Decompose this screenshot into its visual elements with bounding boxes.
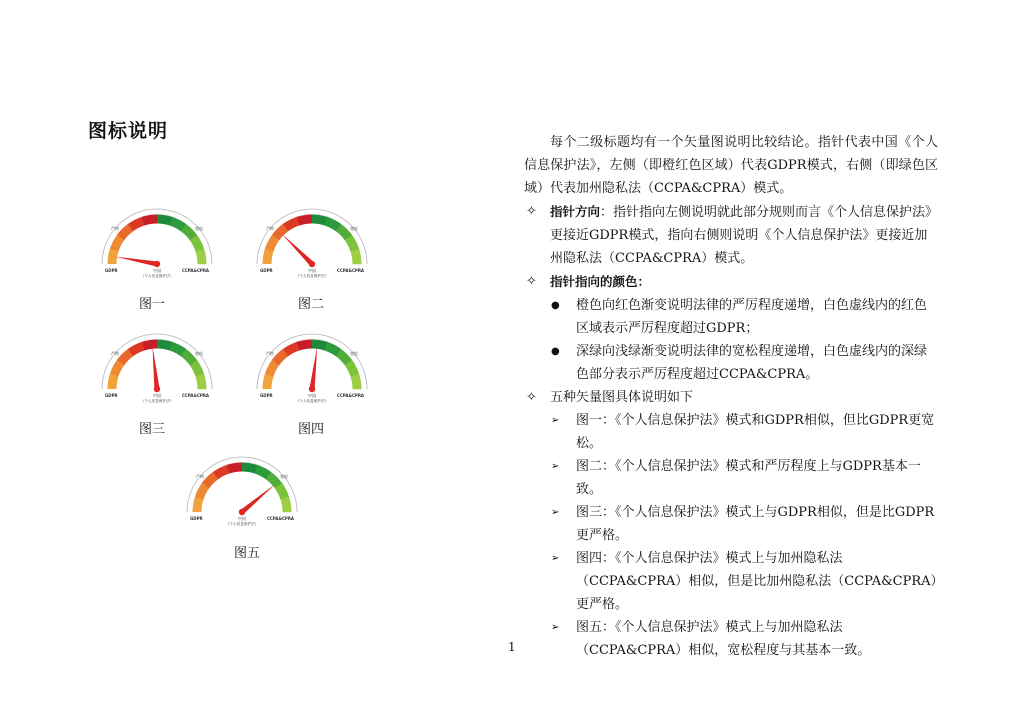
diamond-marker-icon: ✧	[526, 274, 537, 289]
color-label: 指针指向的颜色	[550, 274, 638, 289]
color-subitem-text: 橙色向红色渐变说明法律的严厉程度递增，白色虚线内的红色区域表示严厉程度超过GDPR；	[576, 298, 928, 336]
caption-figure-4: 图四	[297, 422, 324, 437]
caption-figure-3: 图三	[138, 422, 165, 437]
gauge-label-gdpr: GDPR	[190, 516, 203, 521]
direction-label: 指针方向	[550, 204, 601, 219]
gauge-color-segment	[278, 486, 284, 499]
gauge-label-china: 中国	[153, 393, 161, 398]
gauge-color-segment	[143, 344, 157, 346]
bullet-marker-icon: ●	[551, 346, 560, 357]
gauge-figure-5	[180, 448, 304, 528]
figure-desc-5	[524, 616, 938, 662]
gauge-label-pipl: 《个人信息保护法》	[225, 522, 259, 526]
gauge-needle	[282, 234, 314, 266]
gauge-color-segment	[183, 228, 193, 238]
gauge-color-segment	[193, 363, 199, 376]
gauge-color-segment	[286, 221, 299, 227]
gauge-color-segment	[114, 237, 121, 250]
gauge-color-segment	[193, 238, 199, 251]
color-subitem-text: 深绿向浅绿渐变说明法律的宽松程度递增，白色虚线内的深绿色部分表示严厉程度超过CCPA&CPRA。	[576, 344, 928, 382]
gauge-label-ccpa: CCPA&CPRA	[336, 268, 364, 273]
gauge-color-segment	[267, 250, 269, 264]
gauge-color-segment	[276, 352, 286, 362]
gauge-color-segment	[355, 375, 357, 389]
figure-desc-4	[524, 547, 938, 616]
gauge-needle	[115, 257, 158, 267]
color-colon: ：	[637, 274, 651, 289]
gauge-svg	[250, 200, 374, 280]
gauge-zone-label-lenient: 宽松	[349, 226, 358, 232]
figure-desc-3	[524, 501, 938, 547]
gauge-color-segment	[183, 353, 193, 363]
gauge-zone-label-strict: 严格	[266, 351, 275, 357]
five-figures-label: 五种矢量图具体说明如下	[550, 390, 694, 405]
gauge-color-segment	[199, 485, 206, 498]
explanation-body	[524, 131, 938, 662]
gauge-figure-4	[250, 325, 374, 405]
figure-desc-text: 图三：《个人信息保护法》模式上与GDPR相似，但是比GDPR更严格。	[576, 505, 935, 543]
figure-desc-1	[524, 409, 938, 455]
gauge-color-segment	[267, 375, 269, 389]
gauge-needle-hub	[239, 509, 245, 515]
gauge-color-segment	[326, 346, 339, 353]
gauge-figure-3	[95, 325, 219, 405]
page-number: 1	[508, 640, 516, 654]
gauge-zone-label-lenient: 宽松	[194, 226, 203, 232]
gauge-label-pipl: 《个人信息保护法》	[140, 274, 174, 278]
gauge-color-segment	[298, 219, 312, 221]
page-title: 图标说明	[88, 120, 169, 142]
arrow-marker-icon: ➢	[551, 415, 560, 426]
arrow-marker-icon: ➢	[551, 553, 560, 564]
figure-desc-text: 图一：《个人信息保护法》模式和GDPR相似，但比GDPR更宽松。	[576, 413, 935, 451]
gauge-color-segment	[338, 228, 348, 238]
gauge-needle	[309, 346, 317, 389]
gauge-svg	[250, 325, 374, 405]
figure-desc-2	[524, 455, 938, 501]
color-subitem-green	[524, 340, 938, 386]
gauge-color-segment	[171, 346, 184, 353]
gauge-color-segment	[312, 219, 326, 221]
figure-desc-text: 图五：《个人信息保护法》模式上与加州隐私法（CCPA&CPRA）相似，宽松程度与其基本一致。	[576, 620, 871, 658]
gauge-svg	[95, 200, 219, 280]
gauge-label-ccpa: CCPA&CPRA	[181, 268, 209, 273]
gauge-color-segment	[338, 353, 348, 363]
gauge-color-segment	[242, 467, 256, 469]
gauge-color-segment	[228, 467, 242, 469]
figure-desc-text: 图二：《个人信息保护法》模式和严厉程度上与GDPR基本一致。	[576, 459, 921, 497]
gauge-color-segment	[143, 219, 157, 221]
gauge-label-pipl: 《个人信息保护法》	[140, 399, 174, 403]
gauge-color-segment	[171, 221, 184, 228]
gauge-label-ccpa: CCPA&CPRA	[181, 393, 209, 398]
gauge-color-segment	[312, 344, 326, 346]
gauge-zone-label-lenient: 宽松	[279, 474, 288, 480]
gauge-zone-label-lenient: 宽松	[349, 351, 358, 357]
gauge-color-segment	[298, 344, 312, 346]
gauge-zone-label-lenient: 宽松	[194, 351, 203, 357]
gauge-figure-1	[95, 200, 219, 280]
gauge-color-segment	[131, 346, 144, 352]
gauge-color-segment	[121, 227, 131, 237]
color-subitem-orange	[524, 294, 938, 340]
gauge-svg	[95, 325, 219, 405]
arrow-marker-icon: ➢	[551, 507, 560, 518]
gauge-label-china: 中国	[308, 393, 316, 398]
gauge-needle	[153, 346, 160, 389]
gauge-color-segment	[285, 498, 287, 512]
gauge-label-pipl: 《个人信息保护法》	[295, 274, 329, 278]
gauge-needle-hub	[309, 261, 315, 267]
gauge-color-segment	[157, 344, 171, 346]
gauge-svg	[180, 448, 304, 528]
color-item	[524, 270, 938, 294]
gauge-label-pipl: 《个人信息保护法》	[295, 399, 329, 403]
gauge-color-segment	[256, 469, 269, 476]
gauge-color-segment	[206, 475, 216, 485]
gauge-color-segment	[114, 362, 121, 375]
intro-paragraph: 每个二级标题均有一个矢量图说明比较结论。指针代表中国《个人信息保护法》，左侧（即橙红色区域）代表GDPR模式，右侧（即绿色区域）代表加州隐私法（CCPA&CPRA）模式。	[524, 135, 938, 196]
gauge-label-china: 中国	[308, 268, 316, 273]
gauge-zone-label-strict: 严格	[266, 226, 275, 232]
gauge-color-segment	[216, 469, 229, 475]
gauge-needle-hub	[154, 386, 160, 392]
gauge-label-gdpr: GDPR	[260, 393, 273, 398]
gauge-color-segment	[269, 362, 276, 375]
arrow-marker-icon: ➢	[551, 622, 560, 633]
gauge-color-segment	[286, 346, 299, 352]
gauge-color-segment	[157, 219, 171, 221]
bullet-marker-icon: ●	[551, 300, 560, 311]
direction-text: ：指针指向左侧说明就此部分规则而言《个人信息保护法》更接近GDPR模式，指向右侧则说明《个人信息保护法》更接近加州隐私法（CCPA&CPRA）模式。	[550, 205, 932, 266]
gauge-color-segment	[197, 498, 199, 512]
gauge-color-segment	[348, 238, 354, 251]
gauge-color-segment	[269, 237, 276, 250]
arrow-marker-icon: ➢	[551, 461, 560, 472]
caption-figure-5: 图五	[233, 546, 260, 561]
gauge-label-china: 中国	[153, 268, 161, 273]
gauge-label-gdpr: GDPR	[105, 393, 118, 398]
gauge-label-gdpr: GDPR	[260, 268, 273, 273]
gauge-color-segment	[121, 352, 131, 362]
gauge-color-segment	[268, 476, 278, 486]
gauge-label-ccpa: CCPA&CPRA	[336, 393, 364, 398]
figure-desc-text: 图四：《个人信息保护法》模式上与加州隐私法（CCPA&CPRA）相似，但是比加州隐私法（CCPA&CPRA）更严格。	[576, 551, 938, 612]
gauge-color-segment	[355, 250, 357, 264]
gauge-needle-hub	[154, 261, 160, 267]
gauge-label-gdpr: GDPR	[105, 268, 118, 273]
gauge-label-china: 中国	[238, 516, 246, 521]
gauge-zone-label-strict: 严格	[111, 226, 120, 232]
gauge-color-segment	[112, 375, 114, 389]
gauge-zone-label-strict: 严格	[196, 474, 205, 480]
gauge-figure-2	[250, 200, 374, 280]
gauge-color-segment	[326, 221, 339, 228]
diamond-marker-icon: ✧	[526, 390, 537, 405]
gauge-label-ccpa: CCPA&CPRA	[266, 516, 294, 521]
five-figures-item	[524, 386, 938, 409]
gauge-color-segment	[348, 363, 354, 376]
caption-figure-1: 图一	[138, 297, 165, 312]
gauge-color-segment	[200, 250, 202, 264]
direction-item	[524, 200, 938, 270]
diamond-marker-icon: ✧	[526, 204, 537, 219]
gauge-color-segment	[200, 375, 202, 389]
gauge-color-segment	[131, 221, 144, 227]
gauge-needle	[240, 484, 275, 514]
gauge-color-segment	[112, 250, 114, 264]
gauge-needle-hub	[309, 386, 315, 392]
caption-figure-2: 图二	[297, 297, 324, 312]
gauge-zone-label-strict: 严格	[111, 351, 120, 357]
